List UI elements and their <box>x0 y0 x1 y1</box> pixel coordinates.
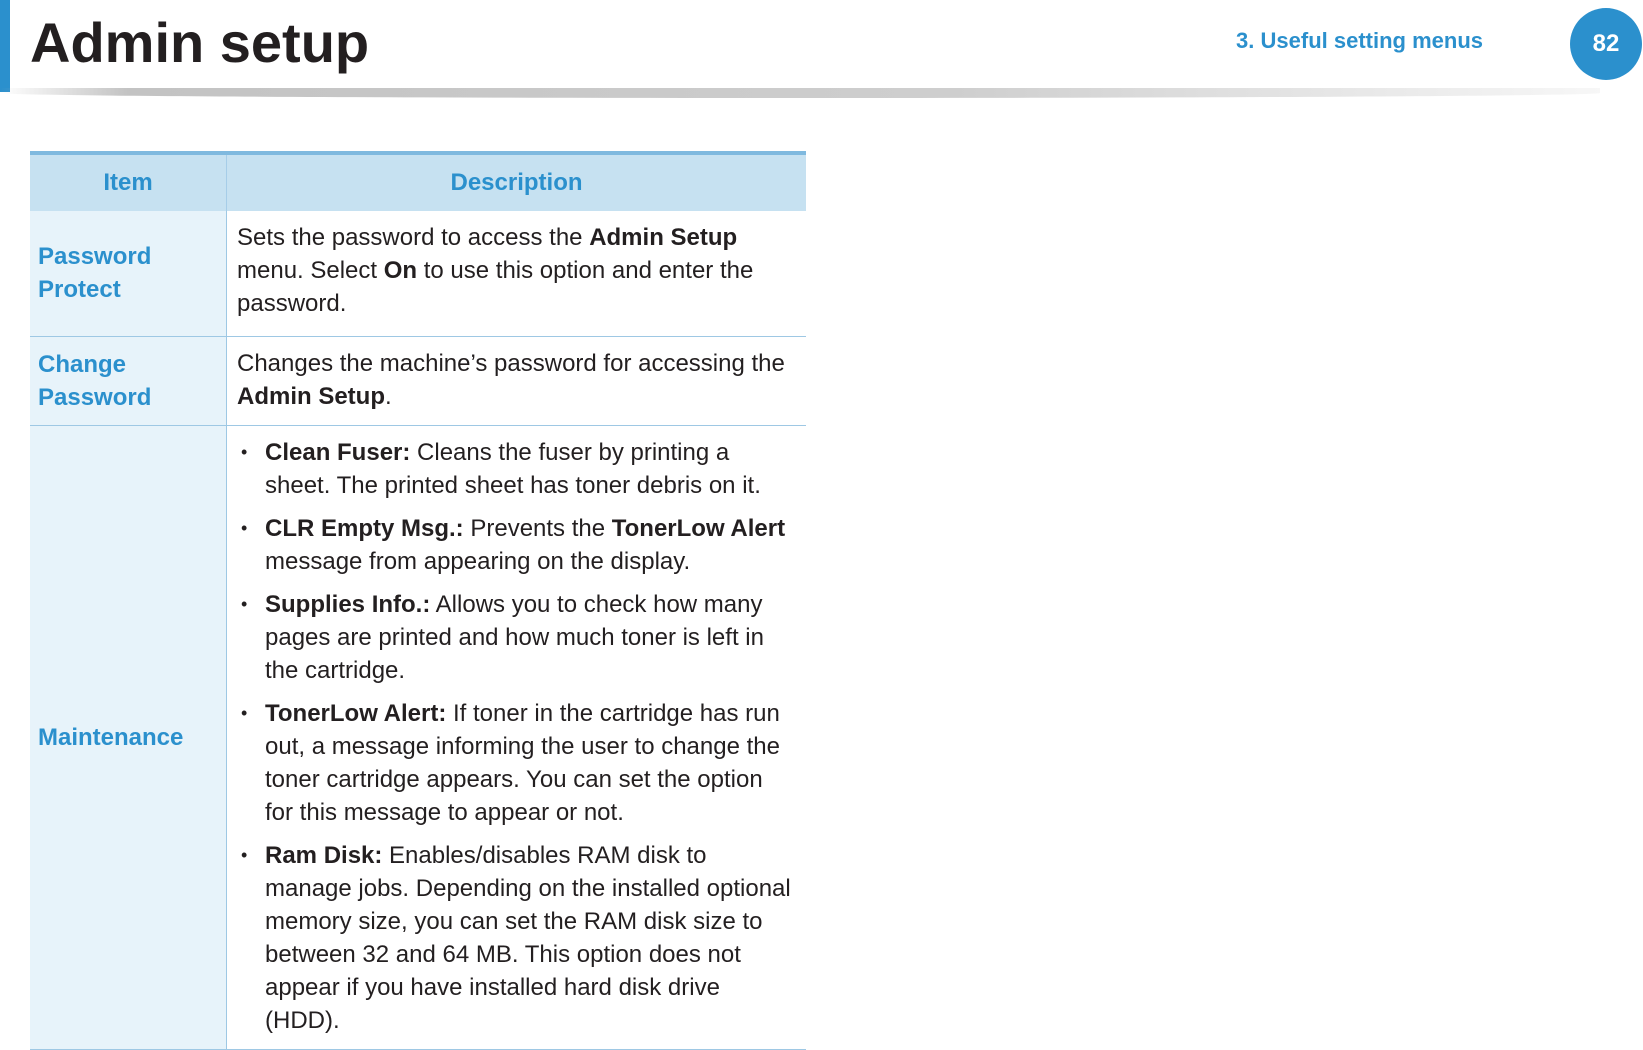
column-header-item: Item <box>30 153 227 211</box>
list-item: • Ram Disk: Enables/disables RAM disk to manage jobs. Depending on the installed optional memory size, you can set the RAM disk size to between 32 and 64 MB. This option does not appear if you have installed hard disk drive (HDD). <box>237 839 796 1037</box>
page-title: Admin setup <box>30 11 370 74</box>
settings-table <box>30 151 806 1050</box>
title-divider <box>0 88 1600 98</box>
section-breadcrumb[interactable]: 3. Useful setting menus <box>1236 28 1483 53</box>
bullet-icon: • <box>241 517 248 538</box>
column-header-description: Description <box>227 153 807 211</box>
item-change-password: Change Password <box>30 336 227 425</box>
description-change-password: Changes the machine’s password for accessing the Admin Setup. <box>227 336 807 425</box>
list-item: • Clean Fuser: Cleans the fuser by printing a sheet. The printed sheet has toner debris on it. <box>237 436 796 502</box>
list-item: • TonerLow Alert: If toner in the cartridge has run out, a message informing the user to change the toner cartridge appears. You can set the option for this message to appear or not. <box>237 697 796 829</box>
item-maintenance: Maintenance <box>30 425 227 1049</box>
page-number-badge: 82 <box>1570 8 1642 80</box>
bullet-icon: • <box>241 593 248 614</box>
table-row <box>30 336 806 425</box>
table-row <box>30 211 806 336</box>
list-item: • Supplies Info.: Allows you to check how many pages are printed and how much toner is left in the cartridge. <box>237 588 796 687</box>
table-header-row <box>30 153 806 211</box>
bullet-icon: • <box>241 441 248 462</box>
list-item: • CLR Empty Msg.: Prevents the TonerLow Alert message from appearing on the display. <box>237 512 796 578</box>
table-row <box>30 425 806 1049</box>
title-accent-bar <box>0 0 10 92</box>
item-password-protect: Password Protect <box>30 211 227 336</box>
description-password-protect: Sets the password to access the Admin Setup menu. Select On to use this option and enter the password. <box>227 211 807 336</box>
description-maintenance <box>227 425 807 1049</box>
bullet-icon: • <box>241 702 248 723</box>
maintenance-options-list <box>237 436 796 1037</box>
bullet-icon: • <box>241 844 248 865</box>
